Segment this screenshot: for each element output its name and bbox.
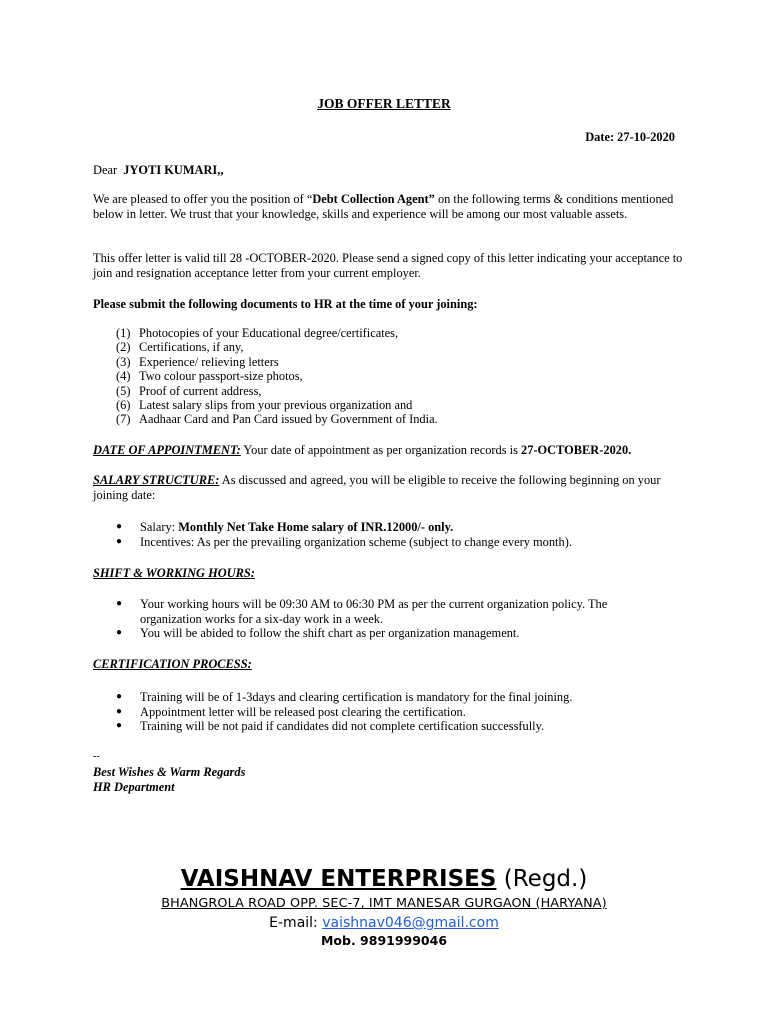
- signoff-department: HR Department: [93, 780, 175, 794]
- list-item: [116, 626, 656, 641]
- list-item-number: (7): [116, 412, 131, 427]
- list-item: [116, 340, 438, 354]
- signoff-regards: Best Wishes & Warm Regards: [93, 765, 246, 779]
- appointment-section: [93, 443, 683, 458]
- shift-list: [116, 597, 656, 641]
- salary-text: As discussed and agreed, you will be eligible to receive the following beginning on your joining date:: [93, 473, 661, 502]
- list-item-number: (6): [116, 397, 131, 412]
- list-item-text: Two colour passport-size photos,: [139, 369, 303, 384]
- list-item-text: Proof of current address,: [139, 383, 262, 398]
- letter-title: JOB OFFER LETTER: [317, 96, 451, 111]
- offer-paragraph-intro: We are pleased to offer you the position of “: [93, 192, 313, 206]
- list-item-number: (2): [116, 340, 131, 355]
- certification-heading: CERTIFICATION PROCESS:: [93, 657, 252, 671]
- list-item-text: Your working hours will be 09:30 AM to 06:30 PM as per the current organization policy. The organization works for a six-day work in a week.: [140, 597, 608, 626]
- signoff-dashes: --: [93, 751, 100, 762]
- list-item-text: Experience/ relieving letters: [139, 354, 279, 369]
- list-item: [116, 535, 656, 550]
- company-mobile: Mob. 9891999046: [320, 933, 448, 948]
- company-name-line: [0, 864, 768, 894]
- list-item: [116, 520, 656, 535]
- company-regd: (Regd.): [496, 866, 588, 892]
- salutation: [93, 163, 683, 178]
- list-item: [116, 705, 656, 720]
- list-item: [116, 690, 656, 705]
- list-item-number: (4): [116, 369, 131, 384]
- position-title: Debt Collection Agent”: [312, 192, 435, 206]
- list-item: [116, 412, 438, 426]
- email-label: E-mail:: [269, 915, 323, 931]
- list-item: [116, 719, 656, 734]
- list-item: [116, 398, 438, 412]
- list-item-number: (1): [116, 326, 131, 340]
- list-item-text: Latest salary slips from your previous organization and: [139, 397, 413, 412]
- list-item-text: You will be abided to follow the shift chart as per organization management.: [140, 626, 520, 641]
- list-item-number: (5): [116, 383, 131, 398]
- offer-paragraph-rest: on the following terms & conditions mentioned below in letter. We trust that your knowledge, skills and experience will be among our most valuable assets.: [93, 192, 674, 221]
- bullet-icon: ●: [116, 705, 123, 717]
- list-item: [116, 355, 438, 369]
- bullet-icon: ●: [116, 521, 123, 532]
- list-item-text: Appointment letter will be released post clearing the certification.: [140, 704, 466, 719]
- shift-heading: SHIFT & WORKING HOURS:: [93, 566, 255, 580]
- bullet-icon: ●: [116, 598, 123, 609]
- certification-list: [116, 690, 656, 734]
- bullet-icon: ●: [116, 535, 123, 547]
- list-item-text: Aadhaar Card and Pan Card issued by Government of India.: [139, 412, 438, 427]
- list-item-number: (3): [116, 354, 131, 369]
- documents-heading: Please submit the following documents to HR at the time of your joining:: [93, 297, 478, 311]
- validity-paragraph: This offer letter is valid till 28 -OCTOBER-2020. Please send a signed copy of this letter indicating your acceptance to join and resignation acceptance letter from your current employer.: [93, 251, 683, 280]
- salary-heading: SALARY STRUCTURE:: [93, 473, 220, 487]
- list-item: [116, 369, 438, 383]
- letter-date: Date: 27-10-2020: [585, 130, 675, 144]
- list-item: [116, 326, 438, 340]
- appointment-text: Your date of appointment as per organization records is: [240, 443, 521, 457]
- salary-section: [93, 473, 663, 502]
- recipient-name: JYOTI KUMARI,,: [123, 163, 224, 177]
- documents-list: [116, 326, 438, 427]
- certification-section: [93, 657, 683, 672]
- salary-label: Salary:: [140, 520, 179, 534]
- salary-value: Monthly Net Take Home salary of INR.12000/- only.: [178, 520, 454, 534]
- bullet-icon: ●: [116, 720, 123, 732]
- salutation-dear: Dear: [93, 163, 118, 177]
- appointment-date: 27-OCTOBER-2020.: [521, 443, 632, 457]
- list-item-text: Photocopies of your Educational degree/certificates,: [139, 326, 399, 340]
- list-item-text: Certifications, if any,: [139, 340, 244, 355]
- company-address: BHANGROLA ROAD OPP. SEC-7, IMT MANESAR GURGAON (HARYANA): [161, 896, 607, 911]
- company-name: VAISHNAV ENTERPRISES: [180, 866, 497, 892]
- company-email-line: [0, 914, 768, 932]
- list-item-text: Incentives: As per the prevailing organization scheme (subject to change every month).: [140, 534, 572, 549]
- shift-section: [93, 566, 683, 581]
- salary-list: [116, 520, 656, 549]
- bullet-icon: ●: [116, 691, 123, 702]
- bullet-icon: ●: [116, 627, 123, 639]
- list-item-text: Training will be of 1-3days and clearing certification is mandatory for the final joining.: [140, 690, 573, 704]
- list-item: [116, 597, 656, 626]
- appointment-heading: DATE OF APPOINTMENT:: [93, 443, 241, 457]
- offer-paragraph: [93, 192, 683, 221]
- list-item-text: Training will be not paid if candidates did not complete certification successfully.: [140, 719, 545, 734]
- email-link[interactable]: vaishnav046@gmail.com: [322, 915, 499, 931]
- list-item: [116, 384, 438, 398]
